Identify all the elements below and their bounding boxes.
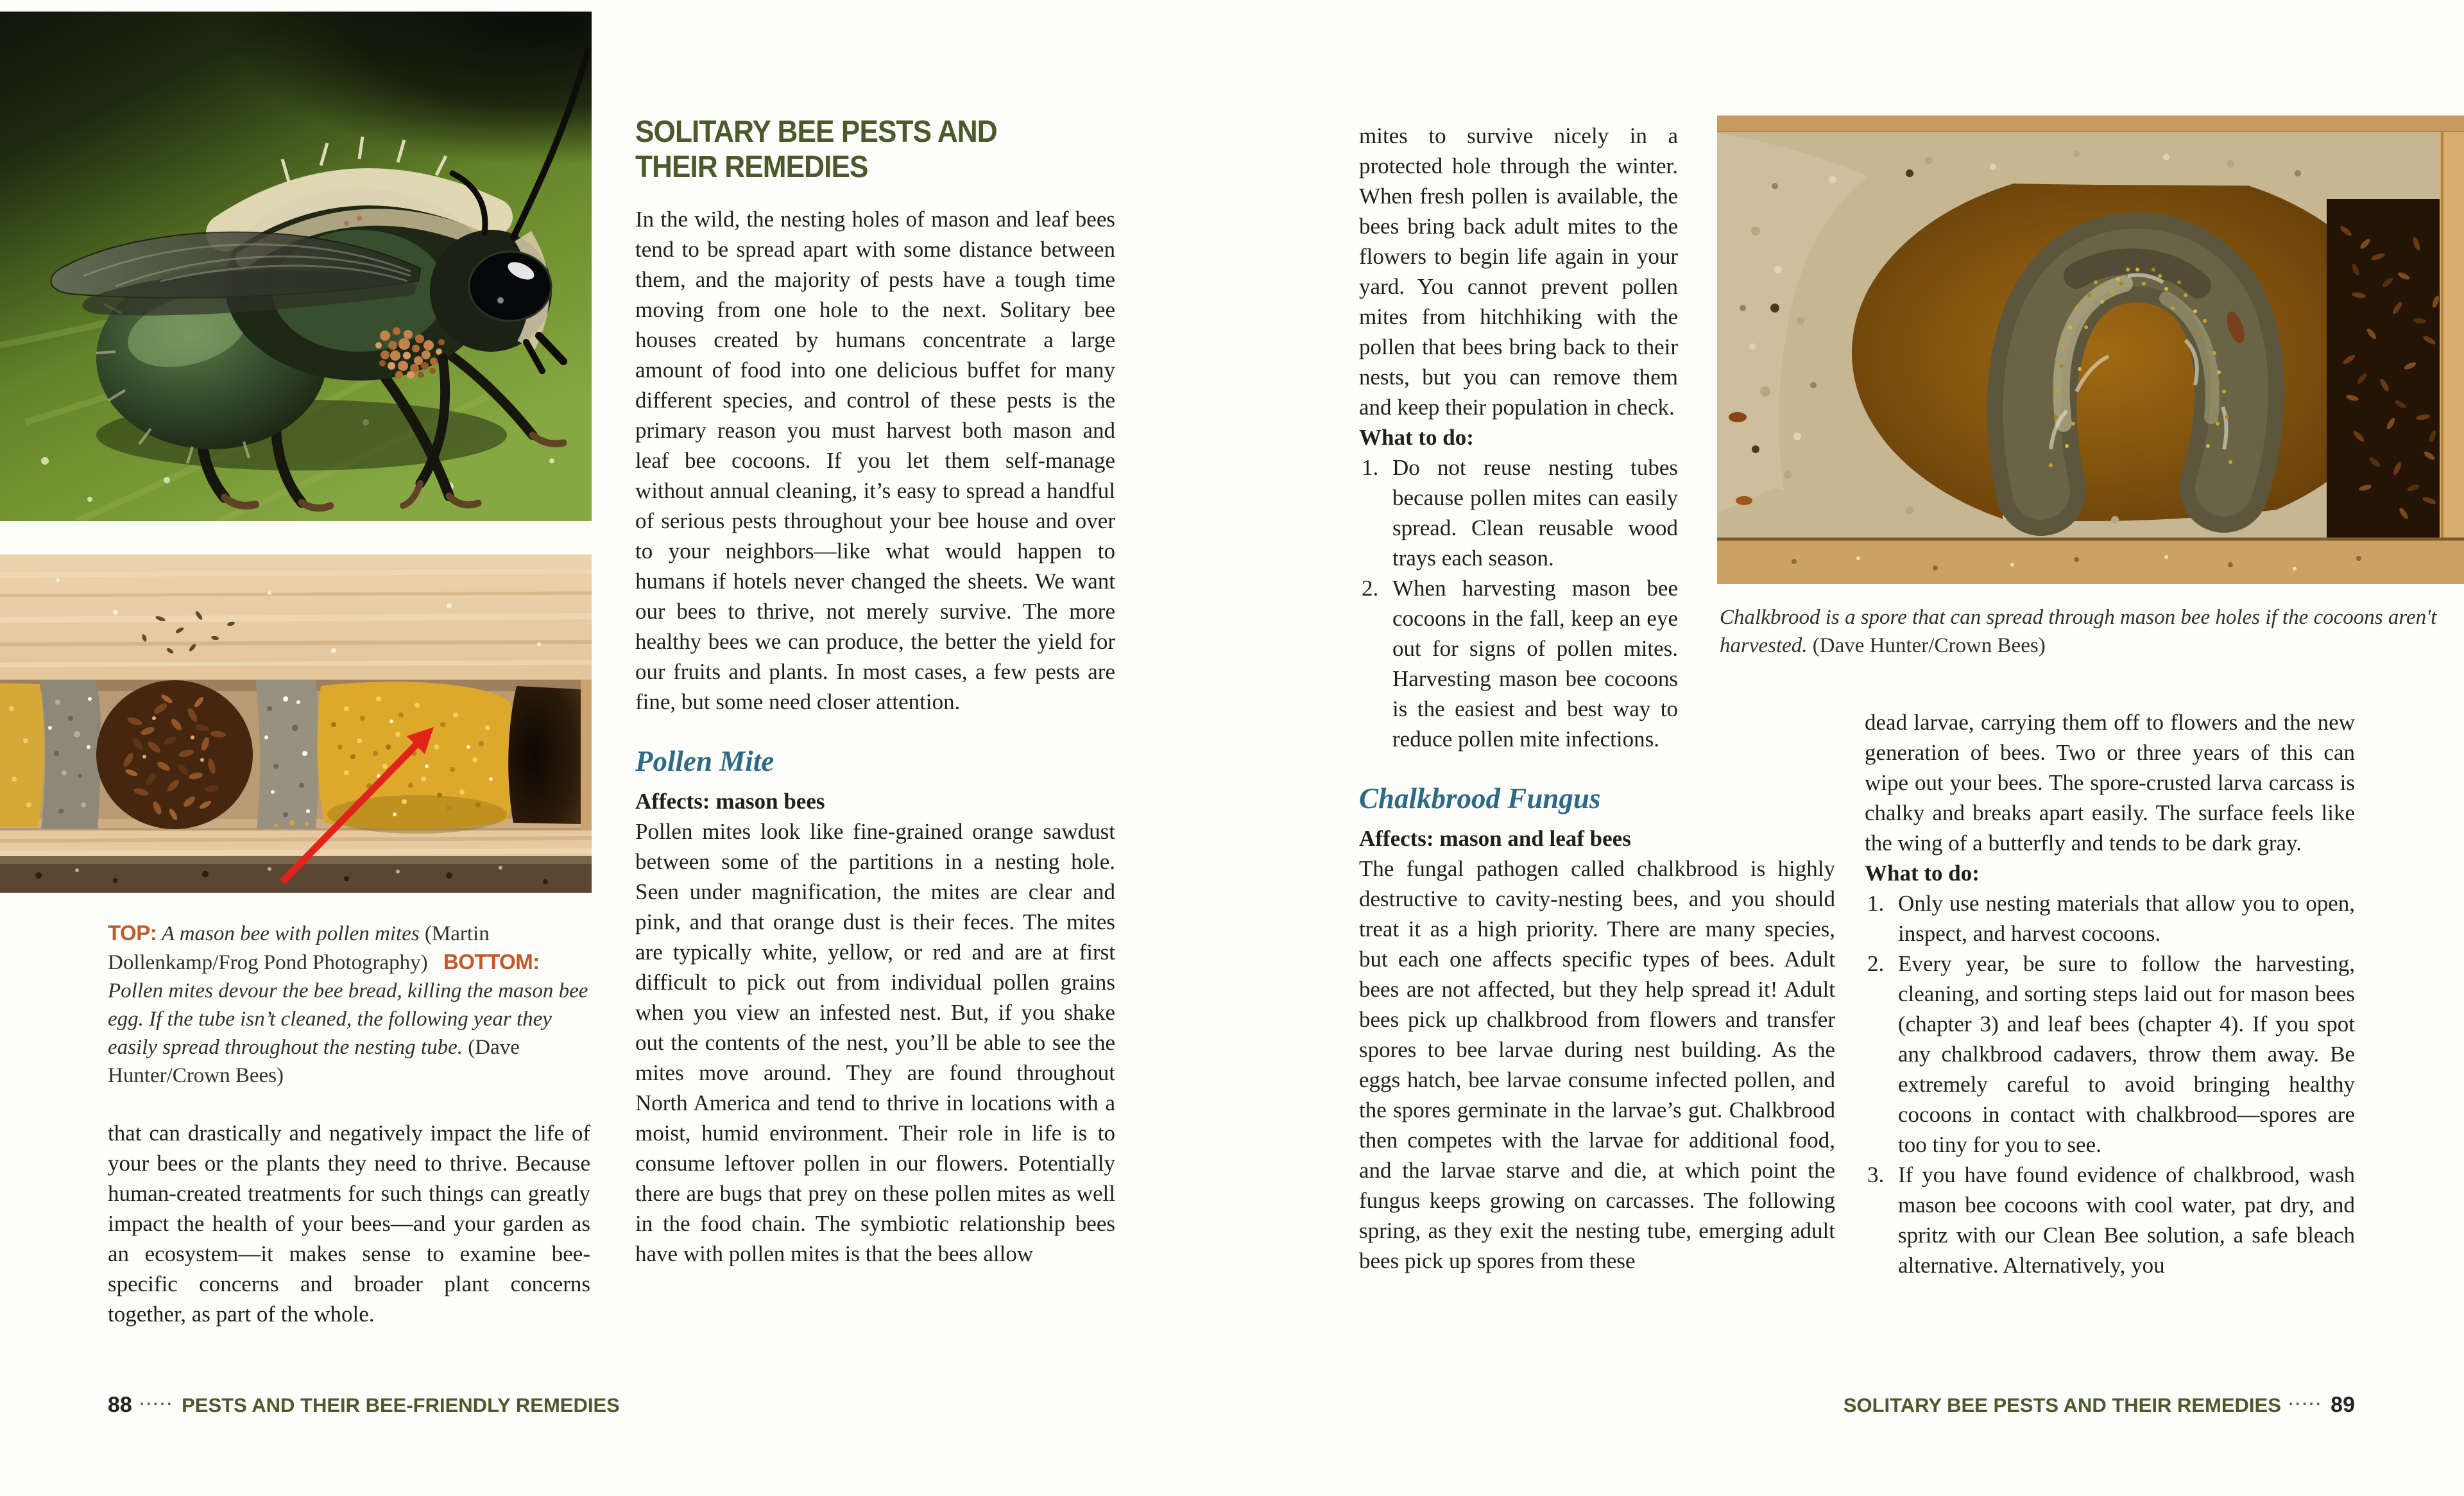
footer-dots: ·····: [2288, 1395, 2323, 1412]
numbered-list: [1359, 452, 1835, 754]
caption-top-text: A mason bee with pollen mites: [161, 922, 425, 945]
caption-bottom-label: BOTTOM:: [443, 950, 540, 974]
left-page-footer: [108, 1393, 620, 1418]
body-paragraph: Pollen mites look like fine-grained orange sawdust between some of the partitions in a nesting hole. Seen under magnification, the mites are clear and pink, and that orange dust is their feces. The mites are typically white, yellow, or red and are at first difficult to pick out from individual pollen grains when you view an infested nest. But, if you shake out the contents of the nest, you’ll be able to see the mites move around. They are found throughout North America and tend to thrive in locations with a moist, humid environment. Their role in life is to consume leftover pollen in our flowers. Potentially there are bugs that prey on these pollen mites as well in the food chain. The symbiotic relationship bees have with pollen mites is that the bees allow: [635, 819, 1115, 1266]
list-item: [1865, 888, 2355, 949]
what-to-do-line: What to do:: [1359, 425, 1474, 450]
body-paragraph: In the wild, the nesting holes of mason and leaf bees tend to be spread apart with some distance between them, and the majority of pests have a tough time moving from one hole to the next. Solitary bee houses created by humans concentrate a large amount of food into one delicious buffet for many different species, and control of these pests is the primary reason you must harvest both mason and leaf bee cocoons. If you let them self-manage without annual cleaning, it’s easy to spread a handful of serious pests throughout your bee house and over to your neighbors—like what would happen to humans if hotels never changed the sheets. We want our bees to thrive, not merely survive. The more healthy bees we can produce, the better the yield for our fruits and plants. In most cases, a few pests are fine, but some need closer attention.: [635, 207, 1115, 714]
list-item-text: Every year, be sure to follow the harvesting, cleaning, and sorting steps laid out for mason bees (chapter 3) and leaf bees (chapter 4). If you spot any chalkbrood cadavers, throw them away. Be extremely careful to avoid bringing healthy cocoons in contact with chalkbrood—spores are too tiny for you to see.: [1898, 951, 2355, 1157]
body-paragraph: dead larvae, carrying them off to flowers and the new generation of bees. Two or three years of this can wipe out your bees. The spore-crusted larva carcass is chalky and breaks apart easily. The surface feels like the wing of a butterfly and tends to be dark gray.: [1865, 710, 2355, 855]
section-title-line2: THEIR REMEDIES: [635, 150, 868, 184]
list-item-number: 2.: [1867, 951, 1885, 976]
body-paragraph: that can drastically and negatively impact the life of your bees or the plants they need to thrive. Because human-created treatments for such things can greatly impact the health of your bees—and your garden as an ecosystem—it makes sense to examine bee-specific concerns and broader plant concerns together, as part of the whole.: [108, 1121, 590, 1327]
list-item: [1865, 949, 2355, 1160]
list-item-number: 1.: [1362, 455, 1379, 480]
right-footer-title: SOLITARY BEE PESTS AND THEIR REMEDIES: [1843, 1394, 2281, 1416]
pollen-mite-heading: Pollen Mite: [635, 745, 774, 777]
caption-top-credit: (Martin Dollenkamp/Frog Pond Photography): [108, 922, 490, 974]
caption-top-label: TOP:: [108, 921, 157, 945]
section-title-line1: SOLITARY BEE PESTS AND: [635, 115, 997, 149]
list-item: [1865, 1160, 2355, 1280]
footer-dots: ·····: [139, 1395, 175, 1412]
list-item-number: 3.: [1867, 1162, 1885, 1187]
right-page-column-1: [1359, 121, 1835, 1276]
caption-bottom-text: Pollen mites devour the bee bread, killing the mason bee egg. If the tube isn’t cleaned, the following year they easily spread throughout the nesting tube.: [108, 979, 588, 1059]
right-page-number: 89: [2331, 1393, 2355, 1417]
what-to-do-line: What to do:: [1865, 861, 1980, 886]
right-page-column-2: [1865, 707, 2355, 1280]
mason-bee-photo: [0, 12, 592, 521]
chalkbrood-heading: Chalkbrood Fungus: [1359, 782, 1601, 814]
affects-line: Affects: mason bees: [635, 789, 825, 814]
chalkbrood-caption-text: Chalkbrood is a spore that can spread through mason bee holes if the cocoons aren't harvested.: [1720, 606, 2437, 657]
left-page-number: 88: [108, 1393, 132, 1417]
middle-column: [635, 204, 1115, 1269]
list-item-text: Do not reuse nesting tubes because pollen mites can easily spread. Clean reusable wood trays each season.: [1392, 455, 1678, 571]
body-paragraph: The fungal pathogen called chalkbrood is highly destructive to cavity-nesting bees, and you should treat it as a high priority. There are many species, but each one affects specific types of bees. Adult bees are not affected, but they help spread it! Adult bees pick up chalkbrood from flowers and transfer spores to bee larvae during nest building. As the eggs hatch, bee larvae consume infected pollen, and the spores germinate in the larvae’s gut. Chalkbrood then competes with the larvae for additional food, and the larvae starve and die, at which point the fungus keeps growing on carcasses. The following spring, as they exit the nesting tube, emerging adult bees pick up spores from these: [1359, 856, 1835, 1273]
list-item-number: 2.: [1362, 576, 1379, 601]
section-title: [635, 114, 997, 185]
list-item: [1359, 452, 1835, 573]
left-column-body: [108, 1118, 590, 1329]
affects-line: Affects: mason and leaf bees: [1359, 826, 1631, 851]
right-page-footer: [1585, 1393, 2355, 1418]
left-footer-title: PESTS AND THEIR BEE-FRIENDLY REMEDIES: [182, 1394, 620, 1416]
numbered-list: [1865, 888, 2355, 1280]
list-item-number: 1.: [1867, 891, 1885, 916]
list-item-text: When harvesting mason bee cocoons in the fall, keep an eye out for signs of pollen mites. Harvesting mason bee cocoons is the easiest and best way to reduce pollen mite infections.: [1392, 576, 1678, 752]
pollen-mite-tray-photo: [0, 555, 592, 893]
list-item: [1359, 573, 1835, 754]
left-photos-caption: [108, 919, 590, 1090]
chalkbrood-caption-credit: (Dave Hunter/Crown Bees): [1812, 634, 2046, 657]
list-item-text: If you have found evidence of chalkbrood, wash mason bee cocoons with cool water, pat dry, and spritz with our Clean Bee solution, a safe bleach alternative. Alternatively, you: [1898, 1162, 2355, 1278]
caption-bottom-credit: (Dave Hunter/Crown Bees): [108, 1036, 520, 1087]
body-paragraph: mites to survive nicely in a protected hole through the winter. When fresh pollen is available, the bees bring back adult mites to the flowers to begin life again in your yard. You cannot prevent pollen mites from hitchhiking with the pollen that bees bring back to their nests, but you can remove them and keep their population in check.: [1359, 123, 1678, 420]
list-item-text: Only use nesting materials that allow you to open, inspect, and harvest cocoons.: [1898, 891, 2355, 946]
